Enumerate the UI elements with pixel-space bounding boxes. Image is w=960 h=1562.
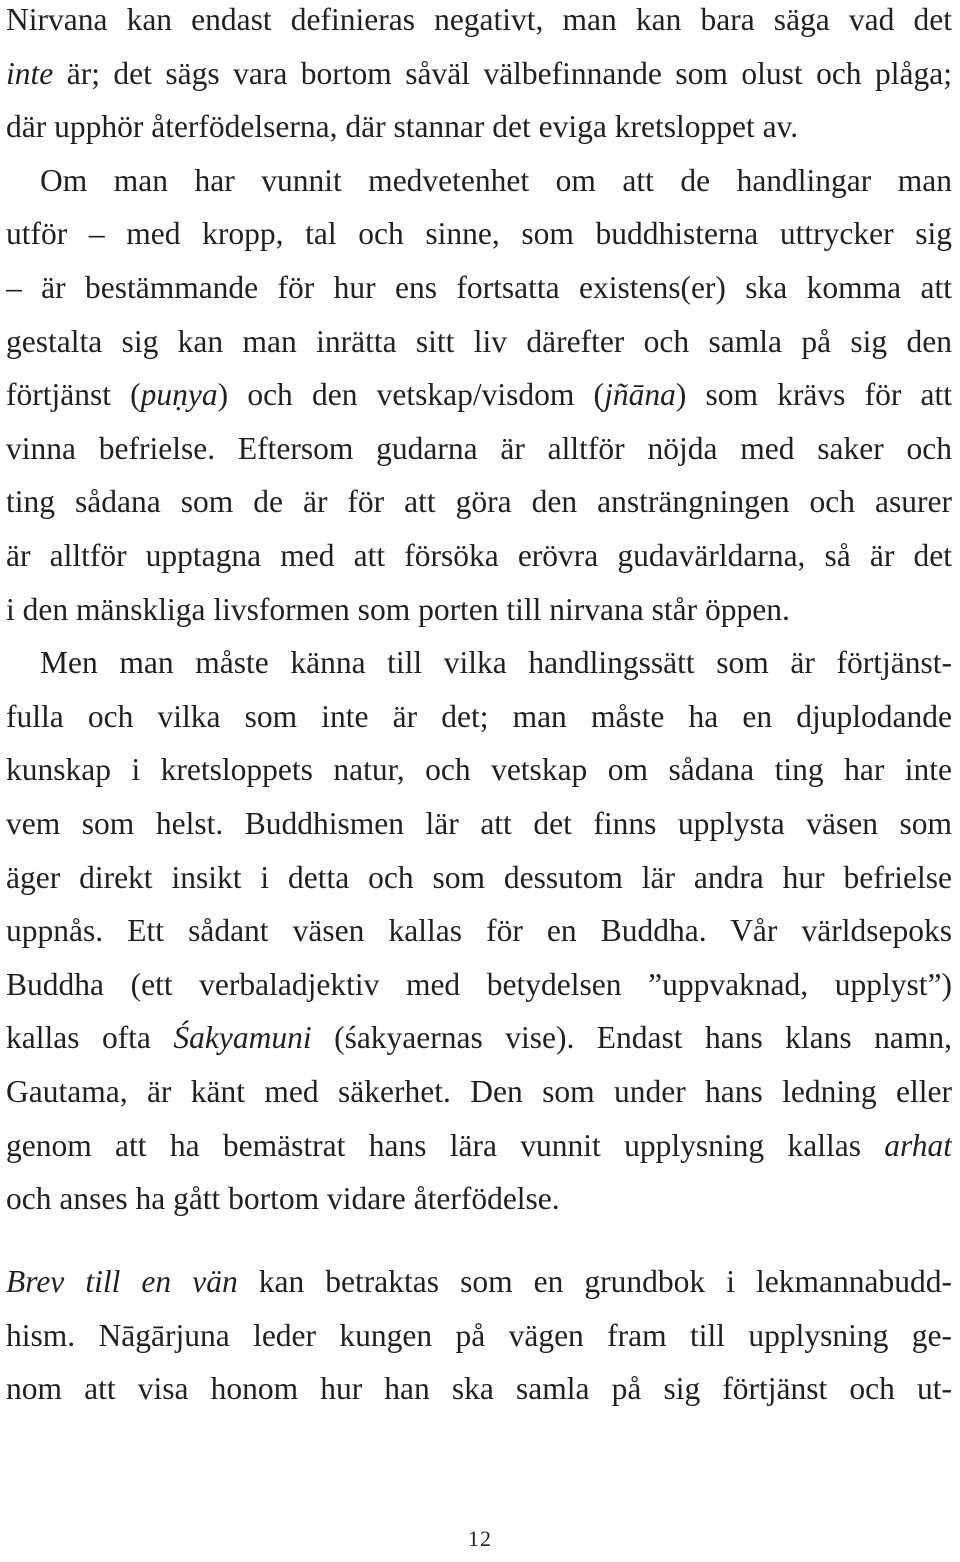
text-run: genom att ha bemästrat hans lära vunnit upplysning kallas [6,1127,885,1163]
text-line: vem som helst. Buddhismen lär att det finns upplysta väsen som [6,806,952,841]
text-line: är alltför upptagna med att försöka erövra gudavärldarna, så är det [6,538,952,573]
text-line: i den mänskliga livsformen som porten till nirvana står öppen. [6,591,790,627]
text-line [6,375,952,415]
text-run: är; det sägs vara bortom såväl välbefinnande som olust och plåga; [53,55,952,91]
italic-term: Brev till en vän [6,1264,238,1299]
text-line: Men man måste känna till vilka handlingssätt som är förtjänst- [40,645,952,681]
text-line: utför – med kropp, tal och sinne, som buddhisterna uttrycker sig [6,216,952,252]
text-run: ) och den vetskap/visdom ( [217,377,605,413]
italic-term: arhat [884,1127,952,1163]
document-page [6,0,954,1562]
text-line: hism. Nāgārjuna leder kungen på vägen fram till upplysning ge- [6,1317,952,1353]
text-line [6,1018,952,1058]
text-line: ting sådana som de är för att göra den ansträngningen och asurer [6,484,952,520]
text-line [6,54,952,94]
text-run: ) som krävs för att [675,377,952,413]
text-run: (śakyaernas vise). Endast hans klans namn, [311,1020,952,1056]
italic-term: jñāna [604,377,676,413]
text-line [6,1126,952,1166]
text-line: fulla och vilka som inte är det; man måste ha en djuplodande [6,698,952,734]
text-line: uppnås. Ett sådant väsen kallas för en Buddha. Vår världsepoks [6,913,952,949]
italic-term: inte [6,55,54,91]
text-line: nom att visa honom hur han ska samla på sig förtjänst och ut- [6,1371,952,1407]
italic-term: puṇya [140,377,218,413]
text-line: Om man har vunnit medvetenhet om att de handlingar man [40,162,952,198]
page-number: 12 [468,1526,492,1551]
text-line: där upphör återfödelserna, där stannar det eviga kretsloppet av. [6,109,799,145]
text-line: vinna befrielse. Eftersom gudarna är alltför nöjda med saker och [6,430,952,466]
text-line: kunskap i kretsloppets natur, och vetskap om sådana ting har inte [6,752,952,788]
text-run: förtjänst ( [6,377,141,413]
text-line: Nirvana kan endast definieras negativt, man kan bara säga vad det [6,2,952,37]
text-line [6,1262,952,1302]
text-run: kan betraktas som en grundbok i lekmannabudd- [237,1264,952,1299]
text-line: äger direkt insikt i detta och som dessutom lär andra hur befrielse [6,859,952,895]
text-line: gestalta sig kan man inrätta sitt liv därefter och samla på sig den [6,323,952,359]
italic-term: Śakyamuni [173,1020,312,1056]
text-run: kallas ofta [6,1020,174,1056]
text-line: – är bestämmande för hur ens fortsatta existens(er) ska komma att [6,270,952,305]
text-line: Gautama, är känt med säkerhet. Den som under hans ledning eller [6,1074,952,1109]
text-line: och anses ha gått bortom vidare återfödelse. [6,1181,560,1217]
text-line: Buddha (ett verbaladjektiv med betydelsen ”uppvaknad, upplyst”) [6,966,952,1002]
